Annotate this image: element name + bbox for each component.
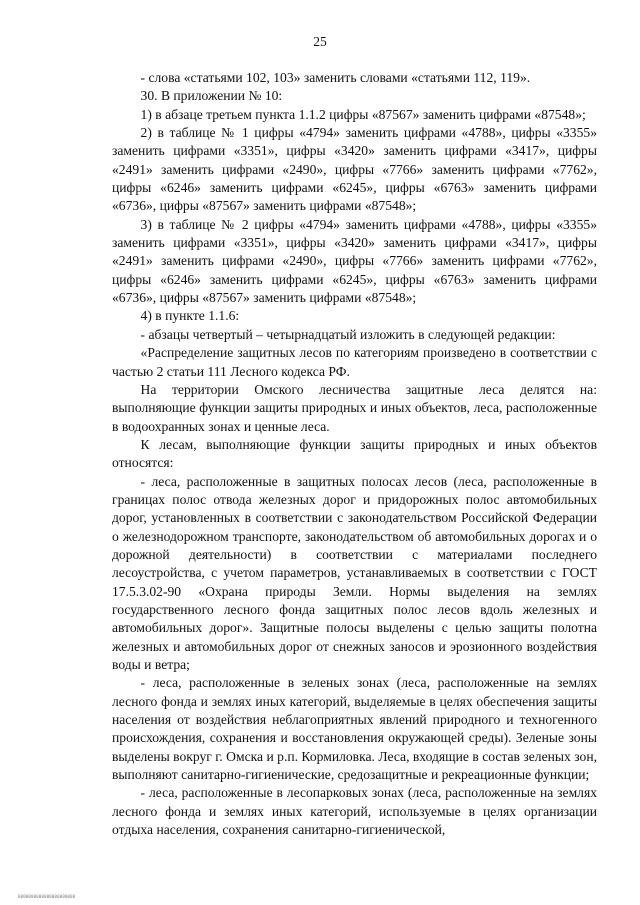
paragraph: 2) в таблице № 1 цифры «4794» заменить цифрами «4788», цифры «3355» заменить цифрами «3351», цифры «3420» заменить цифрами «3417», цифры «2491» заменить цифрами «2490», цифры «7766» заменить цифрами «7762», цифры «6246» заменить цифрами «6245», цифры «6763» заменить цифрами «6736», цифры «87567» заменить цифрами «87548»; xyxy=(112,125,597,214)
paragraph: - абзацы четвертый – четырнадцатый изложить в следующей редакции: xyxy=(140,326,556,342)
paragraph: - леса, расположенные в защитных полосах лесов (леса, расположенные в границах полос отвода железных дорог и придорожных полос автомобильных дорог, установленных в соответствии с законодательством Российской Федерации о железнодорожном транспорте, законодательством об автомобильных дорогах и о дорожной деятельности) в соответствии с материалами последнего лесоустройства, с учетом параметров, устанавливаемых в соответствии с ГОСТ 17.5.3.02-90 «Охрана природы Земли. Нормы выделения на землях государственного лесного фонда защитных полос лесов вдоль железных и автомобильных дорог». Защитные полосы выделены с целью защиты полотна железных и автомобильных дорог от снежных заносов и эрозионного воздействия воды и ветра; xyxy=(112,473,597,672)
paragraph: На территории Омского лесничества защитные леса делятся на: выполняющие функции защиты природных и иных объектов, леса, расположенные в водоохранных зонах и ценные леса. xyxy=(112,381,597,434)
paragraph: К лесам, выполняющие функции защиты природных и иных объектов относятся: xyxy=(112,436,597,471)
paragraph: 1) в абзаце третьем пункта 1.1.2 цифры «87567» заменить цифрами «87548»; xyxy=(140,106,586,122)
paragraph: 4) в пункте 1.1.6: xyxy=(140,308,240,324)
paragraph: - леса, расположенные в лесопарковых зонах (леса, расположенные на землях лесного фонда и землях иных категорий, используемые в целях организации отдыха населения, сохранения санитарно-гигиенической, xyxy=(112,785,597,838)
document-body xyxy=(112,69,597,839)
paragraph: 3) в таблице № 2 цифры «4794» заменить цифрами «4788», цифры «3355» заменить цифрами «3351», цифры «3420» заменить цифрами «3417», цифры «2491» заменить цифрами «2490», цифры «7766» заменить цифрами «7762», цифры «6246» заменить цифрами «6245», цифры «6763» заменить цифрами «6736», цифры «87567» заменить цифрами «87548»; xyxy=(112,216,597,306)
paragraph: «Распределение защитных лесов по категориям произведено в соответствии с частью 2 статьи 111 Лесного кодекса РФ. xyxy=(112,345,597,379)
footer-mark: 0000000000000000000000 xyxy=(18,894,76,899)
paragraph: 30. В приложении № 10: xyxy=(140,88,283,104)
paragraph: - слова «статьями 102, 103» заменить словами «статьями 112, 119». xyxy=(140,70,531,85)
paragraph: - леса, расположенные в зеленых зонах (леса, расположенные на землях лесного фонда и землях иных категорий, выделяемые в целях обеспечения защиты населения от воздействия неблагоприятных явлений природного и техногенного происхождения, сохранения и восстановления окружающей среды). Зеленые зоны выделены вокруг г. Омска и р.п. Кормиловка. Леса, входящие в состав зеленых зон, выполняют санитарно-гигиенические, средозащитные и рекреационные функции; xyxy=(112,675,597,783)
page-number: 25 xyxy=(313,34,327,49)
